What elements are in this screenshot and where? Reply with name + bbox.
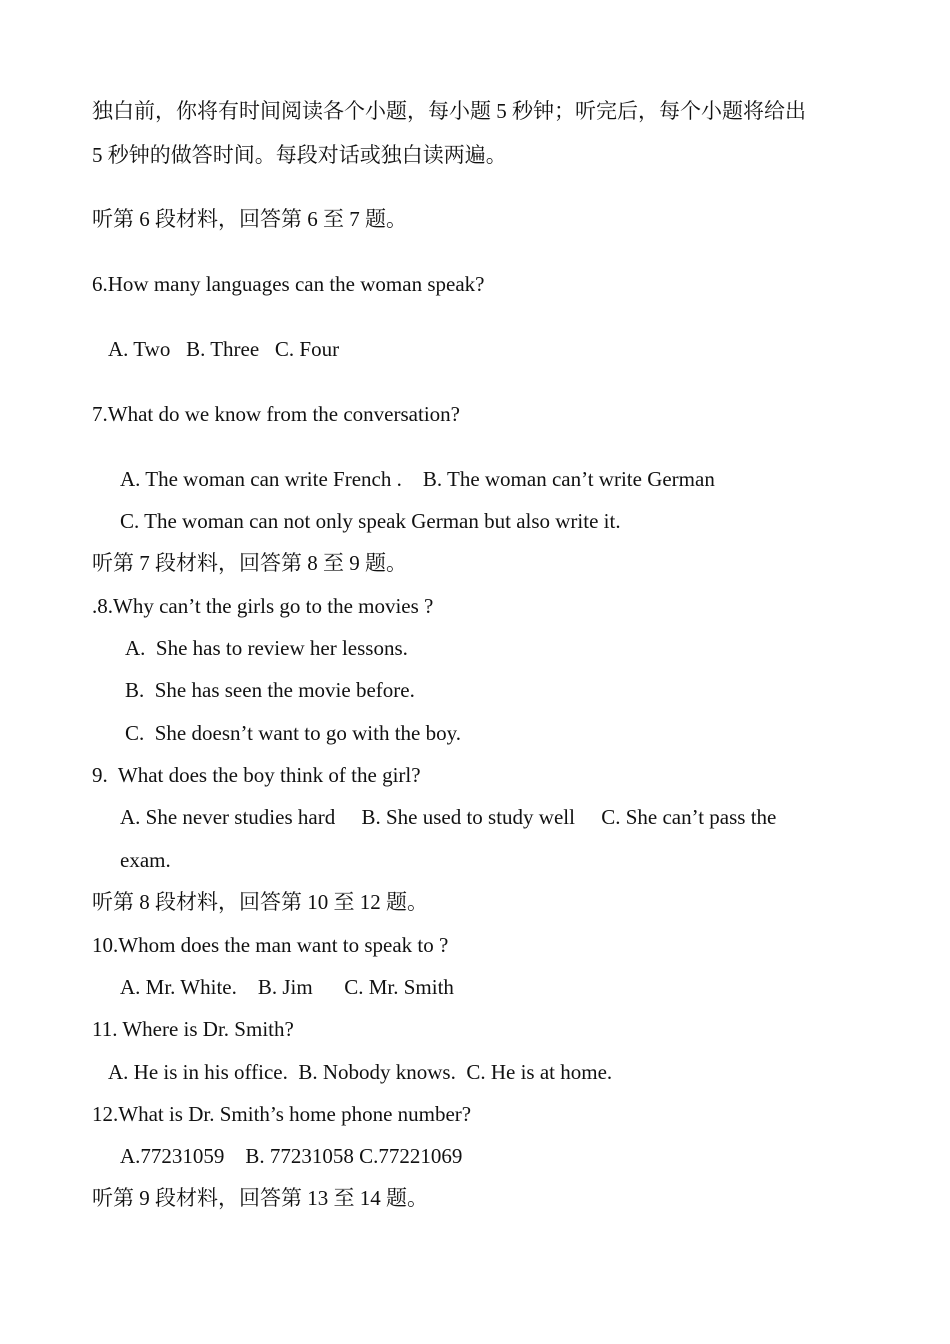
question-9-options: A. She never studies hard B. She used to study well C. She can’t pass the (120, 805, 777, 829)
question-9: 9. What does the boy think of the girl? (92, 763, 421, 787)
question-11-options: A. He is in his office. B. Nobody knows. C. He is at home. (108, 1060, 613, 1084)
question-12: 12.What is Dr. Smith’s home phone number? (92, 1102, 472, 1126)
question-11: 11. Where is Dr. Smith? (92, 1017, 294, 1041)
question-7: 7.What do we know from the conversation? (92, 402, 460, 426)
section-heading-6: 听第 6 段材料，回答第 6 至 7 题。 (92, 207, 407, 231)
instruction-line-1: 独白前，你将有时间阅读各个小题，每小题 5 秒钟；听完后，每个小题将给出 (92, 99, 806, 123)
question-10: 10.Whom does the man want to speak to ? (92, 933, 449, 957)
question-6: 6.How many languages can the woman speak? (92, 272, 485, 296)
question-6-options: A. Two B. Three C. Four (108, 337, 340, 361)
question-8-option-b: B. She has seen the movie before. (125, 678, 415, 702)
question-10-options: A. Mr. White. B. Jim C. Mr. Smith (120, 975, 454, 999)
section-heading-8: 听第 8 段材料，回答第 10 至 12 题。 (92, 890, 428, 914)
question-12-options: A.77231059 B. 77231058 C.77221069 (120, 1144, 463, 1168)
instruction-line-2: 5 秒钟的做答时间。每段对话或独白读两遍。 (92, 143, 507, 167)
section-heading-7: 听第 7 段材料，回答第 8 至 9 题。 (92, 551, 407, 575)
question-8: .8.Why can’t the girls go to the movies ? (92, 594, 434, 618)
question-8-option-c: C. She doesn’t want to go with the boy. (125, 721, 461, 745)
question-9-options-cont: exam. (120, 848, 171, 872)
question-8-option-a: A. She has to review her lessons. (125, 636, 408, 660)
question-7-option-c: C. The woman can not only speak German but also write it. (120, 509, 621, 533)
section-heading-9: 听第 9 段材料，回答第 13 至 14 题。 (92, 1186, 428, 1210)
question-7-options-ab: A. The woman can write French . B. The woman can’t write German (120, 467, 715, 491)
